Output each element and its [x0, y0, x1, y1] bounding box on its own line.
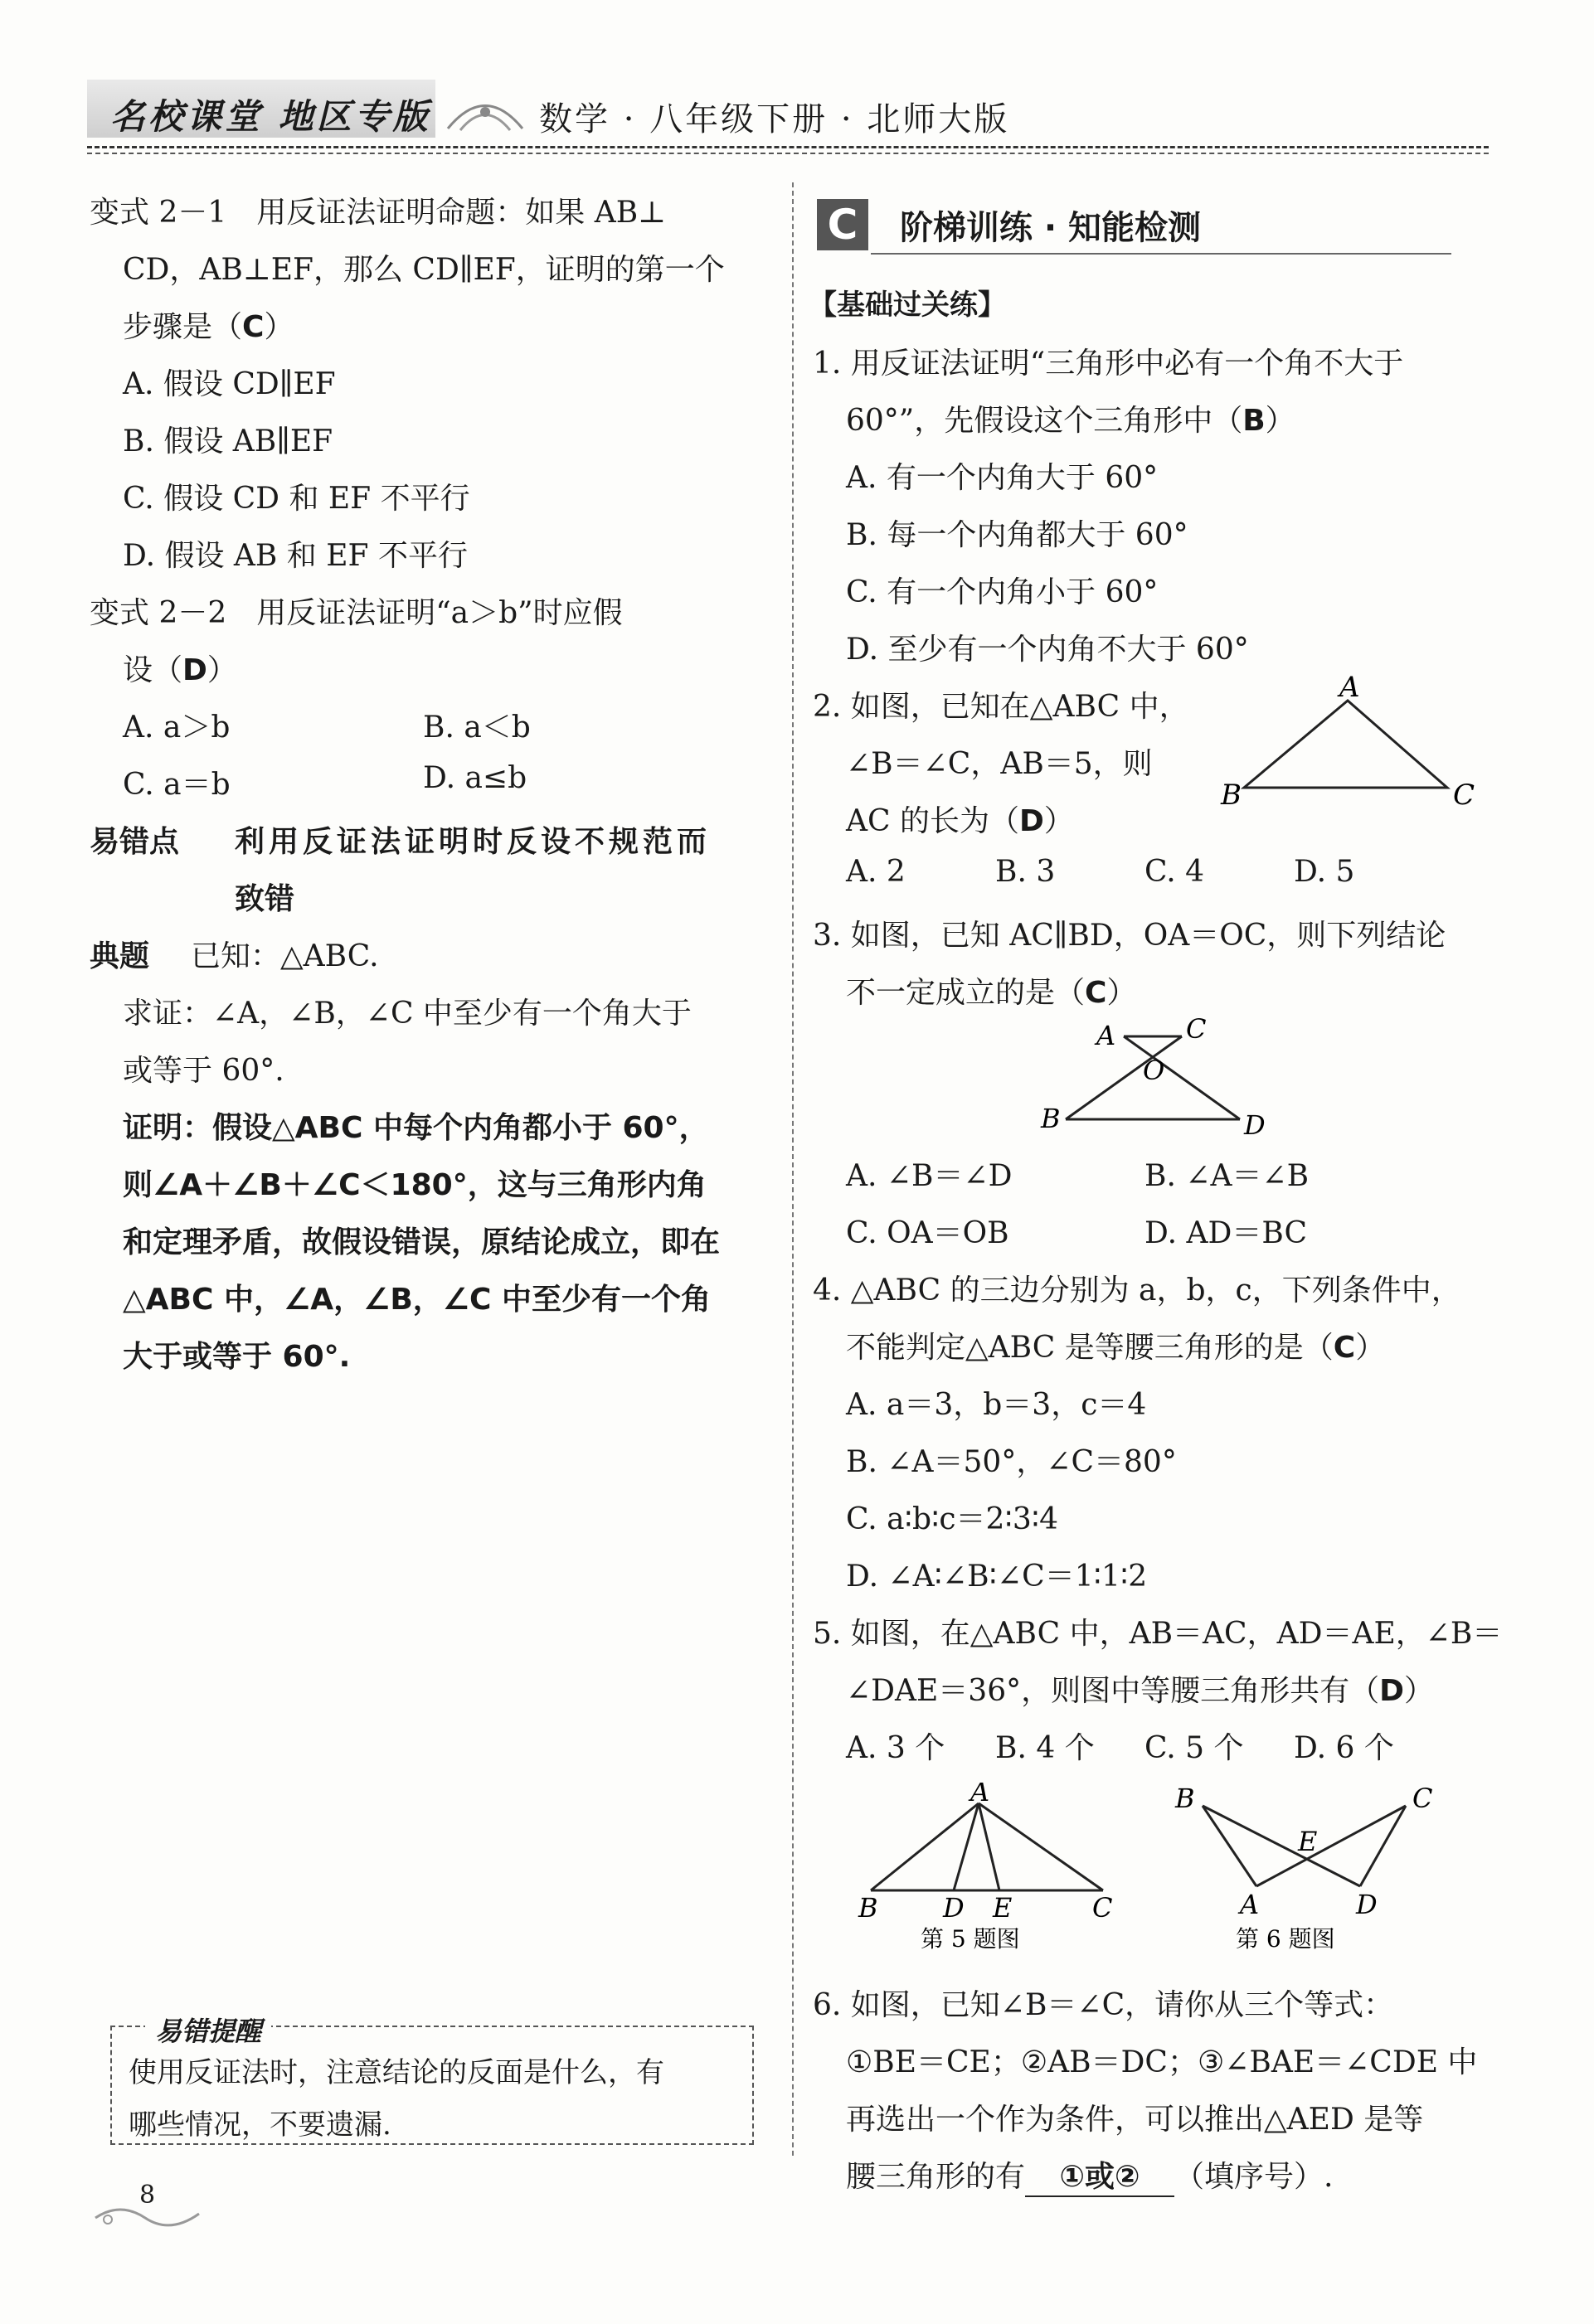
q2-line2: ∠B＝∠C，AB＝5，则 [846, 747, 1153, 781]
proof-line5: 大于或等于 60°. [123, 1340, 351, 1374]
q2-label-a: A [1339, 672, 1360, 704]
q3-label-b: B [1041, 1103, 1061, 1134]
q3-label-c: C [1186, 1013, 1207, 1045]
q6-label-c: C [1412, 1783, 1433, 1814]
q3-label-a: A [1096, 1020, 1116, 1051]
q3-label-d: D [1244, 1109, 1266, 1141]
v21-option-a: A. 假设 CD∥EF [123, 367, 336, 401]
q1-line2: 60°”，先假设这个三角形中（B） [846, 404, 1295, 438]
q3-option-c: C. OA＝OB [846, 1216, 1009, 1250]
v21-line2: CD，AB⊥EF，那么 CD∥EF，证明的第一个 [123, 253, 725, 287]
q2-option-b: B. 3 [995, 855, 1056, 889]
q5-label-e: E [993, 1892, 1013, 1924]
proof-line1: 证明：假设△ABC 中每个内角都小于 60°， [123, 1111, 709, 1145]
example-prove2: 或等于 60°. [123, 1054, 284, 1088]
q4-option-d: D. ∠A∶∠B∶∠C＝1∶1∶2 [846, 1560, 1148, 1594]
q2-figure [1211, 672, 1493, 813]
q6-line1: 6. 如图，已知∠B＝∠C，请你从三个等式： [813, 1988, 1394, 2022]
q4-option-b: B. ∠A＝50°，∠C＝80° [846, 1445, 1177, 1479]
v22-option-d: D. a≤b [423, 761, 527, 795]
proof-line3: 和定理矛盾，故假设错误，原结论成立，即在 [123, 1225, 721, 1259]
header-ornament-icon [440, 79, 531, 145]
q3-figure [1037, 1012, 1285, 1144]
column-divider [792, 182, 794, 2156]
example-given: 已知：△ABC. [191, 939, 379, 973]
v21-line3: 步骤是（C） [123, 310, 294, 344]
tip-line1: 使用反证法时，注意结论的反面是什么，有 [129, 2056, 664, 2089]
proof-line4: △ABC 中，∠A，∠B，∠C 中至少有一个角 [123, 1283, 712, 1317]
q5-answer: D [1379, 1674, 1405, 1708]
tip-title: 易错提醒 [145, 2011, 271, 2049]
q3-label-o: O [1143, 1055, 1165, 1086]
header-series: 名校课堂 地区专版 [110, 96, 431, 137]
example-prove1: 求证：∠A，∠B，∠C 中至少有一个角大于 [123, 997, 692, 1031]
q5-label-b: B [858, 1892, 878, 1924]
q5-figure [850, 1783, 1132, 1965]
example-label: 典题 [90, 939, 150, 973]
q1-option-b: B. 每一个内角都大于 60° [846, 518, 1188, 552]
mistake-label: 易错点 [90, 825, 180, 859]
section-title: 阶梯训练 · 知能检测 [900, 209, 1202, 247]
header-subtitle: 数学 · 八年级下册 · 北师大版 [539, 100, 1010, 138]
v22-option-c: C. a＝b [123, 768, 231, 802]
v22-line2: 设（D） [123, 653, 237, 687]
v21-option-d: D. 假设 AB 和 EF 不平行 [123, 539, 468, 573]
q5-option-a: A. 3 个 [846, 1731, 945, 1765]
q4-option-a: A. a＝3，b＝3，c＝4 [846, 1388, 1147, 1422]
v21-answer: C [242, 310, 265, 344]
mistake-line2: 致错 [235, 882, 295, 916]
v21-option-c: C. 假设 CD 和 EF 不平行 [123, 482, 470, 516]
section-badge: C [817, 199, 868, 250]
q2-option-d: D. 5 [1294, 855, 1355, 889]
q5-label-a: A [970, 1783, 990, 1807]
q6-line2: ①BE＝CE；②AB＝DC；③∠BAE＝∠CDE 中 [846, 2045, 1478, 2079]
q2-line3: AC 的长为（D） [846, 804, 1074, 838]
header-series-banner [87, 80, 435, 138]
q2-line1: 2. 如图，已知在△ABC 中， [813, 690, 1189, 724]
tip-line2: 哪些情况，不要遗漏. [129, 2108, 391, 2142]
page-number: 8 [139, 2181, 156, 2210]
v22-line1: 变式 2－2 用反证法证明“a＞b”时应假 [90, 596, 623, 630]
q5-line1: 5. 如图，在△ABC 中，AB＝AC，AD＝AE，∠B＝ [813, 1617, 1503, 1651]
q1-line1: 1. 用反证法证明“三角形中必有一个角不大于 [813, 347, 1404, 381]
q5-option-b: B. 4 个 [995, 1731, 1095, 1765]
section-underline [871, 253, 1451, 255]
q2-label-c: C [1453, 779, 1475, 812]
q5-caption: 第 5 题图 [921, 1925, 1020, 1953]
q5-label-d: D [943, 1892, 965, 1924]
footer-ornament-icon [91, 2201, 207, 2234]
mistake-line1: 利用反证法证明时反设不规范而 [235, 825, 712, 859]
q5-line2: ∠DAE＝36°，则图中等腰三角形共有（D） [846, 1674, 1435, 1708]
v22-answer: D [182, 653, 207, 687]
q6-label-e: E [1298, 1826, 1318, 1857]
v22-option-a: A. a＞b [123, 711, 231, 745]
q3-option-a: A. ∠B＝∠D [846, 1159, 1013, 1193]
v22-option-b: B. a＜b [423, 711, 531, 745]
q3-option-d: D. AD＝BC [1144, 1216, 1307, 1250]
q5-option-d: D. 6 个 [1294, 1731, 1394, 1765]
q2-option-c: C. 4 [1144, 855, 1205, 889]
q2-option-a: A. 2 [846, 855, 906, 889]
q4-answer: C [1333, 1331, 1356, 1365]
q3-line2: 不一定成立的是（C） [846, 976, 1137, 1010]
q1-option-d: D. 至少有一个内角不大于 60° [846, 633, 1249, 667]
q3-line1: 3. 如图，已知 AC∥BD，OA＝OC，则下列结论 [813, 919, 1446, 953]
v21-option-b: B. 假设 AB∥EF [123, 425, 333, 458]
q6-caption: 第 6 题图 [1236, 1925, 1335, 1953]
q6-line4: 腰三角形的有 ①或② （填序号）. [846, 2153, 1333, 2197]
q4-line2: 不能判定△ABC 是等腰三角形的是（C） [846, 1331, 1386, 1365]
q2-label-b: B [1221, 779, 1242, 812]
q6-label-b: B [1175, 1783, 1195, 1814]
q6-label-d: D [1356, 1889, 1378, 1920]
q6-answer: ①或② [1025, 2153, 1174, 2197]
q6-line3: 再选出一个作为条件，可以推出△AED 是等 [846, 2103, 1424, 2137]
subsection-title: 【基础过关练】 [809, 289, 1006, 322]
q6-label-a: A [1240, 1889, 1260, 1920]
header-divider [87, 146, 1489, 148]
q4-option-c: C. a∶b∶c＝2∶3∶4 [846, 1502, 1059, 1536]
q5-option-c: C. 5 个 [1144, 1731, 1244, 1765]
q6-figure [1165, 1783, 1447, 1965]
q4-line1: 4. △ABC 的三边分别为 a，b，c，下列条件中， [813, 1274, 1461, 1308]
q2-answer: D [1019, 804, 1044, 838]
v21-line1: 变式 2－1 用反证法证明命题：如果 AB⊥ [90, 196, 667, 230]
q3-option-b: B. ∠A＝∠B [1144, 1159, 1310, 1193]
q3-answer: C [1085, 976, 1107, 1010]
q2-triangle [1244, 701, 1447, 788]
header-divider-2 [87, 153, 1489, 154]
proof-line2: 则∠A＋∠B＋∠C＜180°，这与三角形内角 [123, 1168, 707, 1202]
q1-option-c: C. 有一个内角小于 60° [846, 575, 1159, 609]
q1-option-a: A. 有一个内角大于 60° [846, 461, 1159, 495]
q1-answer: B [1242, 404, 1266, 438]
q5-label-c: C [1092, 1892, 1113, 1924]
